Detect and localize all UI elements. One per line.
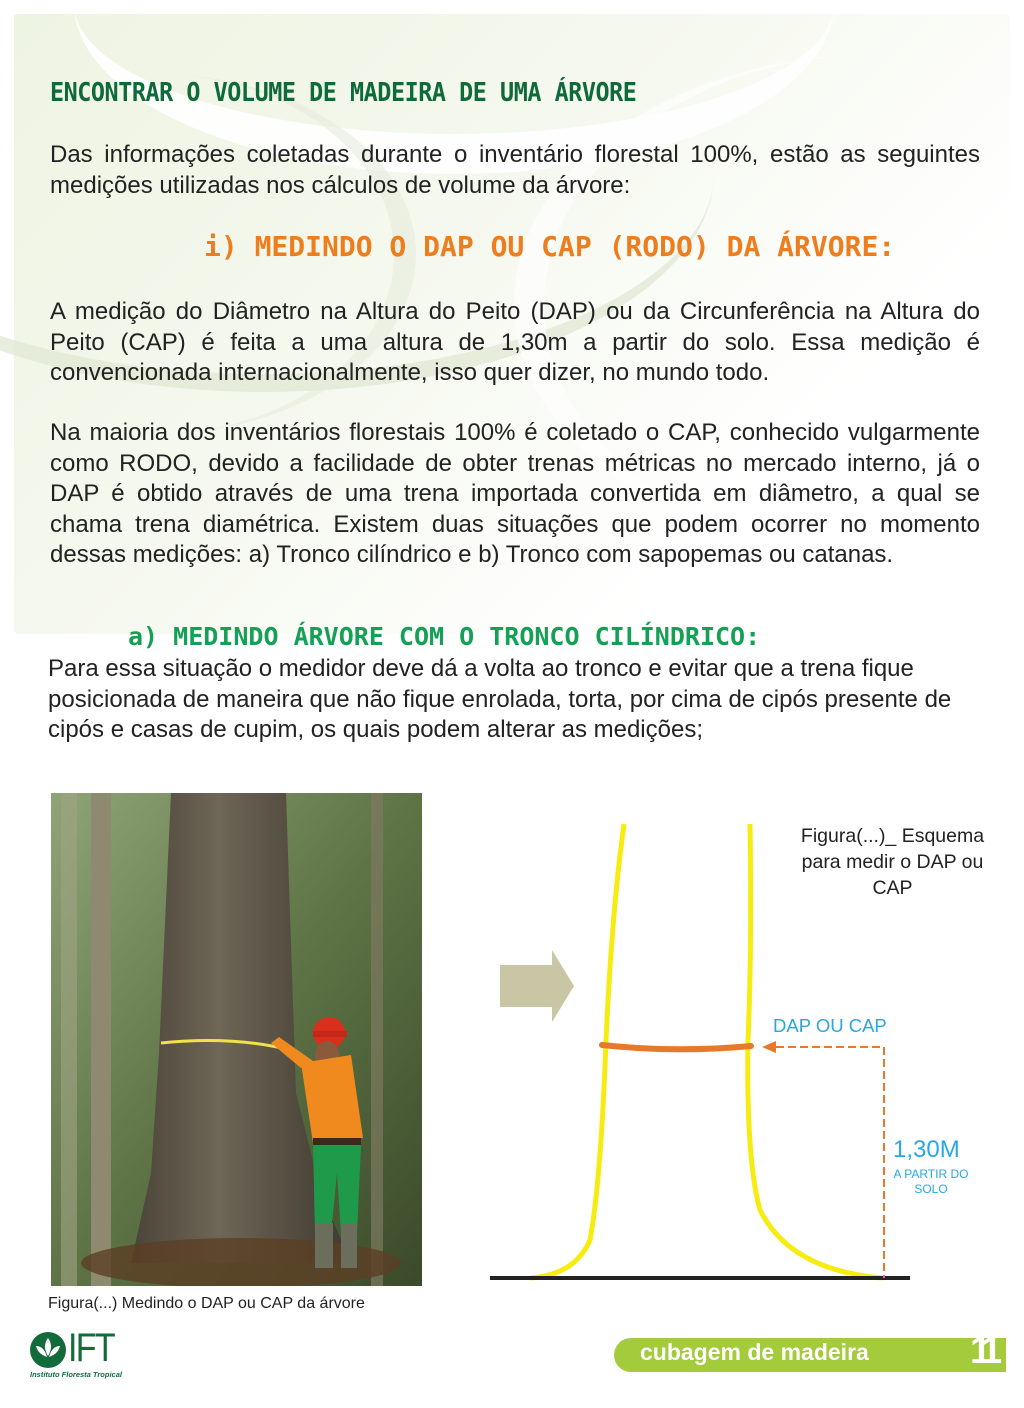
diagram-caption: Figura(...)_ Esquema para medir o DAP ou CAP: [800, 825, 985, 899]
section-a-heading: a) MEDINDO ÁRVORE COM O TRONCO CILÍNDRICO:: [128, 622, 761, 651]
photo-caption: Figura(...) Medindo o DAP ou CAP da árvore: [48, 1295, 365, 1312]
logo-subtext: Instituto Floresta Tropical: [30, 1370, 122, 1379]
intro-paragraph: Das informações coletadas durante o inventário florestal 100%, estão as seguintes medições utilizadas nos cálculos de volume da árvore:: [50, 141, 980, 199]
leaf-logo-icon: [28, 1330, 68, 1370]
dap-label: DAP OU CAP: [773, 1015, 887, 1036]
height-label: 1,30M: [893, 1136, 960, 1163]
height-sublabel: A PARTIR DO SOLO: [893, 1167, 969, 1196]
tree-measurement-photo: [51, 793, 422, 1286]
section-i-paragraph-2: Na maioria dos inventários florestais 100% é coletado o CAP, conhecido vulgarmente como RODO, devido a facilidade de obter trenas métricas no mercado interno, já o DAP é obtido através de uma trena importada convertida em diâmetro, a qual se chama trena diamétrica. Existem duas situações que podem ocorrer no momento dessas medições: a) Tronco cilíndrico e b) Tronco com sapopemas ou catanas.: [50, 419, 980, 568]
section-a-paragraph: Para essa situação o medidor deve dá a volta ao tronco e evitar que a trena fique posicionada de maneira que não fique enrolada, torta, por cima de cipós presente de cipós e casas de cupim, os quais podem alterar as medições;: [48, 655, 952, 743]
logo-wordmark: IFT: [68, 1326, 114, 1370]
arrow-right-icon: [500, 950, 574, 1022]
section-i-heading: i) MEDINDO O DAP OU CAP (RODO) DA ÁRVORE:: [204, 230, 896, 263]
footer-section-name: cubagem de madeira: [640, 1339, 869, 1365]
page-number: 11: [970, 1330, 995, 1372]
page-title: ENCONTRAR O VOLUME DE MADEIRA DE UMA ÁRVORE: [50, 78, 637, 108]
section-i-paragraph-1: A medição do Diâmetro na Altura do Peito (DAP) ou da Circunferência na Altura do Peito (CAP) é feita a uma altura de 1,30m a partir do solo. Essa medição é convencionada internacionalmente, isso quer dizer, no mundo todo.: [50, 298, 980, 386]
